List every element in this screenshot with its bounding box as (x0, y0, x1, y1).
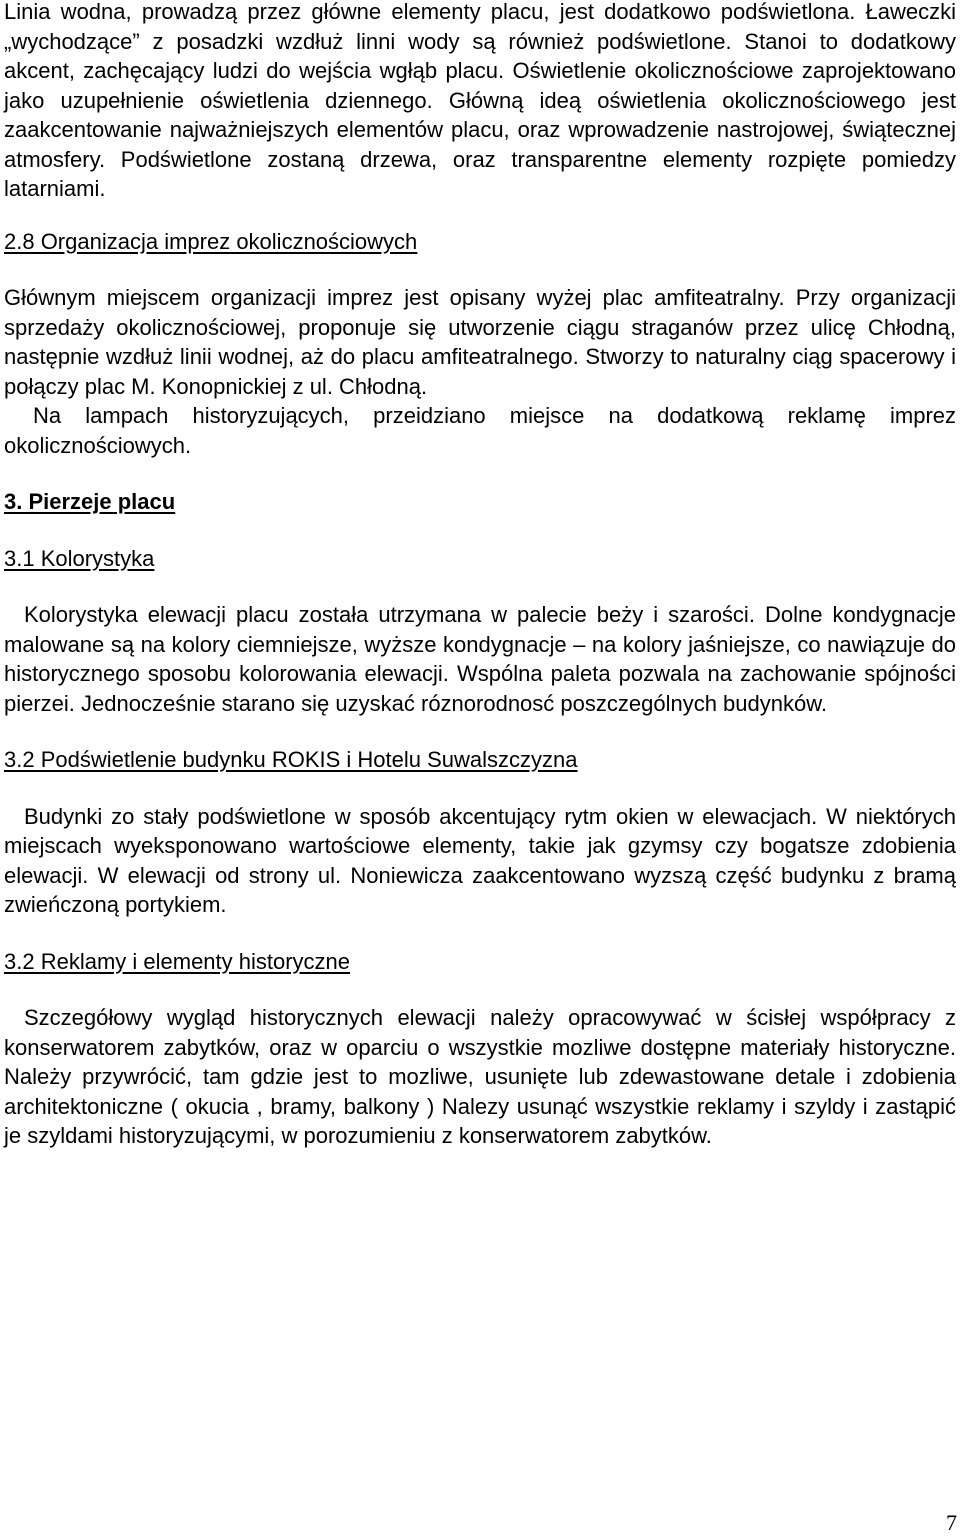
paragraph-historic: Szczegółowy wygląd historycznych elewacji należy opracowywać w ścisłej współpracy z konserwatorem zabytków, oraz w oparciu o wszystkie mozliwe dostępne materiały historyczne. Należy przywrócić, tam gdzie jest to mozliwe, usunięte lub zdewastowane detale i zdobienia architektoniczne ( okucia , bramy, balkony ) Nalezy usunąć wszystkie reklamy i szyldy i zastąpić je szyldami historyzującymi, w porozumieniu z konserwatorem zabytków. (4, 1005, 956, 1148)
heading-3: 3. Pierzeje placu (4, 489, 176, 514)
heading-2-8: 2.8 Organizacja imprez okolicznościowych (4, 228, 418, 254)
paragraph-lighting: Linia wodna, prowadzą przez główne elementy placu, jest dodatkowo podświetlona. Ławeczki „wychodzące” z posadzki wzdłuż linni wody są również podświetlone. Stanoi to dodatkowy akcent, zachęcający ludzi do wejścia wgłąb placu. Oświetlenie okolicznościowe zaprojektowano jako uzupełnienie oświetlenia dziennego. Główną ideą oświetlenia okolicznościowego jest zaakcentowanie najważniejszych elementów placu, oraz wprowadzenie nastrojowej, świątecznej atmosfery. Podświetlone zostaną drzewa, oraz transparentne elementy rozpięte pomiedzy latarniami. (4, 0, 956, 201)
heading-3-1: 3.1 Kolorystyka (4, 545, 155, 571)
paragraph-colors: Kolorystyka elewacji placu została utrzymana w palecie beży i szarości. Dolne kondygnacje malowane są na kolory ciemniejsze, wyższe kondygnacje – na kolory jaśniejsze, co nawiązuje do historycznego sposobu kolorowania elewacji. Wspólna paleta pozwala na zachowanie spójności pierzei. Jednocześnie starano się uzyskać róznorodnosć poszczególnych budynków. (4, 602, 956, 716)
paragraph-buildings: Budynki zo stały podświetlone w sposób akcentujący rytm okien w elewacjach. W niektórych miejscach wyeksponowano wartościowe elementy, takie jak gzymsy czy bogatsze zdobienia elewacji. W elewacji od strony ul. Noniewicza zaakcentowano wyzszą część budynku z bramą zwieńczoną portykiem. (4, 803, 956, 917)
page-number: 7 (946, 1510, 957, 1535)
heading-3-2-lighting: 3.2 Podświetlenie budynku ROKIS i Hotelu Suwalszczyzna (4, 747, 578, 772)
paragraph-events: Głównym miejscem organizacji imprez jest opisany wyżej plac amfiteatralny. Przy organizacji sprzedaży okolicznościowej, proponuje się utworzenie ciągu straganów przez ulicę Chłodną, następnie wzdłuż linii wodnej, aż do placu amfiteatralnego. Stworzy to naturalny ciąg spacerowy i połączy plac M. Konopnickiej z ul. Chłodną. (4, 285, 956, 399)
paragraph-lamps: Na lampach historyzujących, przeidziano miejsce na dodatkową reklamę imprez okolicznościowych. (4, 403, 956, 458)
document-page (4, 0, 956, 1151)
heading-3-2-ads: 3.2 Reklamy i elementy historyczne (4, 948, 351, 974)
